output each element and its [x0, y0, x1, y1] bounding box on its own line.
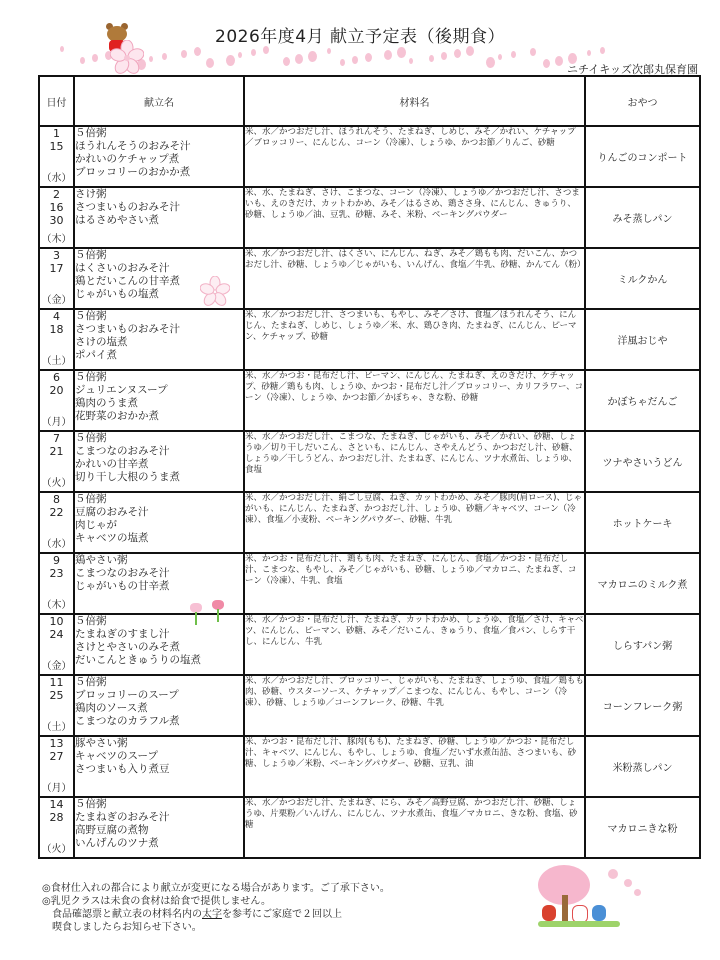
date-cell — [39, 248, 74, 309]
menu-item: いんげんのツナ煮 — [75, 837, 159, 849]
date-number: 6 — [53, 371, 60, 384]
menu-item: じゃがいもの塩煮 — [75, 288, 159, 300]
animal-illustration — [542, 905, 556, 921]
date-number: 8 — [53, 493, 60, 506]
snack-cell: かぼちゃだんご — [585, 370, 700, 431]
menu-table — [38, 75, 701, 859]
bold-text-marker: 太字 — [202, 909, 222, 920]
tulip-icon — [212, 600, 224, 624]
menu-item: さけとやさいのみそ煮 — [75, 641, 180, 653]
animal-illustration — [592, 905, 606, 921]
snack-cell: りんごのコンポート — [585, 126, 700, 187]
table-row — [39, 736, 700, 797]
ingredients-cell: 米、水、たまねぎ、さけ、こまつな、コーン（冷凍）、しょうゆ／かつおだし汁、さつまいも、えのきだけ、カットわかめ、みそ／はるさめ、鶏ささ身、にんじん、きゅうり、砂糖、しょうゆ／油、豆乳、砂糖、みそ、米粉、ベーキングパウダー — [244, 187, 585, 248]
date-number: 21 — [49, 445, 64, 458]
menu-item: さけ粥 — [75, 188, 107, 200]
menu-item: ５倍粥 — [75, 615, 107, 627]
menu-item: かれいの甘辛煮 — [75, 458, 149, 470]
date-cell — [39, 431, 74, 492]
table-row — [39, 126, 700, 187]
day-of-week: （土） — [41, 722, 72, 733]
snack-cell: 米粉蒸しパン — [585, 736, 700, 797]
day-of-week: （木） — [41, 600, 72, 611]
date-number: 28 — [49, 811, 64, 824]
day-of-week: （月） — [41, 783, 72, 794]
menu-item: はるさめやさい煮 — [75, 214, 159, 226]
menu-item: ブロッコリーのおかか煮 — [75, 166, 191, 178]
page-title: 2026年度4月 献立予定表（後期食） — [215, 27, 505, 47]
note-line: ◎乳児クラスは未食の食材は給食で提供しません。 — [42, 896, 272, 907]
menu-item: さつまいものおみそ汁 — [75, 323, 180, 335]
date-number: 25 — [49, 689, 64, 702]
menu-cell — [74, 370, 244, 431]
menu-item: ５倍粥 — [75, 127, 107, 139]
ingredients-cell: 米、水／かつお・昆布だし汁、ピーマン、にんじん、たまねぎ、えのきだけ、ケチャップ、砂糖／鶏もも肉、しょうゆ、かつお・昆布だし汁／ブロッコリー、カリフラワー、コーン（冷凍）、しょうゆ、かつお節／かぼちゃ、きな粉、砂糖 — [244, 370, 585, 431]
day-of-week: （金） — [41, 661, 72, 672]
menu-item: ほうれんそうのおみそ汁 — [75, 140, 191, 152]
date-number: 7 — [53, 432, 60, 445]
date-number: 15 — [49, 140, 64, 153]
table-row — [39, 614, 700, 675]
date-number: 1 — [53, 127, 60, 140]
date-cell — [39, 553, 74, 614]
menu-item: ５倍粥 — [75, 493, 107, 505]
date-number: 11 — [49, 676, 64, 689]
menu-item: 鶏やさい粥 — [75, 554, 128, 566]
date-number: 16 — [49, 201, 64, 214]
menu-item: キャベツの塩煮 — [75, 532, 149, 544]
menu-item: かれいのケチャップ煮 — [75, 153, 180, 165]
ingredients-cell: 米、水／かつおだし汁、さつまいも、もやし、みそ／さけ、食塩／ほうれんそう、にんじん、たまねぎ、しめじ、しょうゆ／米、水、鶏ひき肉、たまねぎ、にんじん、ピーマン、ケチャップ、砂糖 — [244, 309, 585, 370]
date-cell — [39, 675, 74, 736]
ingredients-cell: 米、水／かつおだし汁、ブロッコリー、じゃがいも、たまねぎ、しょうゆ、食塩／鶏もも肉、砂糖、ウスターソース、ケチャップ／こまつな、にんじん、もやし、コーン（冷凍）、砂糖、しょうゆ／コーンフレーク、砂糖、牛乳 — [244, 675, 585, 736]
date-number: 24 — [49, 628, 64, 641]
menu-item: 鶏とだいこんの甘辛煮 — [75, 275, 180, 287]
menu-item: キャベツのスープ — [75, 750, 158, 762]
date-number: 2 — [53, 188, 60, 201]
date-number: 10 — [49, 615, 64, 628]
menu-item: 豆腐のおみそ汁 — [75, 506, 149, 518]
day-of-week: （木） — [41, 234, 72, 245]
snack-cell: マカロニのミルク煮 — [585, 553, 700, 614]
menu-item: 鶏肉のうま煮 — [75, 397, 138, 409]
table-row — [39, 248, 700, 309]
ingredients-cell: 米、水／かつお・昆布だし汁、たまねぎ、カットわかめ、しょうゆ、食塩／さけ、キャベツ、にんじん、ピーマン、砂糖、みそ／だいこん、きゅうり、食塩／食パン、しらす干し、にんじん、牛乳 — [244, 614, 585, 675]
date-number: 23 — [49, 567, 64, 580]
ingredients-cell: 米、水／かつおだし汁、たまねぎ、にら、みそ／高野豆腐、かつおだし汁、砂糖、しょうゆ、片栗粉／いんげん、にんじん、ツナ水煮缶、食塩／マカロニ、きな粉、食塩、砂糖 — [244, 797, 585, 858]
menu-item: 花野菜のおかか煮 — [75, 410, 159, 422]
column-header-ingredients: 材料名 — [244, 76, 585, 126]
table-row — [39, 492, 700, 553]
snack-cell: コーンフレーク粥 — [585, 675, 700, 736]
date-number: 20 — [49, 384, 64, 397]
menu-item: ５倍粥 — [75, 798, 107, 810]
ingredients-cell: 米、水／かつおだし汁、はくさい、にんじん、ねぎ、みそ／鶏もも肉、だいこん、かつおだし汁、砂糖、しょうゆ／じゃがいも、いんげん、食塩／牛乳、砂糖、かんてん（粉） — [244, 248, 585, 309]
notes — [42, 882, 390, 934]
date-number: 18 — [49, 323, 64, 336]
table-row — [39, 187, 700, 248]
menu-item: ５倍粥 — [75, 676, 107, 688]
ingredients-cell: 米、水／かつおだし汁、ほうれんそう、たまねぎ、しめじ、みそ／かれい、ケチャップ／ブロッコリー、にんじん、コーン（冷凍）、しょうゆ、かつお節／りんご、砂糖 — [244, 126, 585, 187]
date-cell — [39, 126, 74, 187]
column-header-menu: 献立名 — [74, 76, 244, 126]
menu-item: ５倍粥 — [75, 310, 107, 322]
menu-cell — [74, 126, 244, 187]
day-of-week: （火） — [41, 478, 72, 489]
menu-item: ５倍粥 — [75, 249, 107, 261]
day-of-week: （火） — [41, 844, 72, 855]
snack-cell: みそ蒸しパン — [585, 187, 700, 248]
date-number: 3 — [53, 249, 60, 262]
day-of-week: （月） — [41, 417, 72, 428]
day-of-week: （土） — [41, 356, 72, 367]
snack-cell: 洋風おじや — [585, 309, 700, 370]
menu-item: 鶏肉のソース煮 — [75, 702, 148, 714]
menu-cell — [74, 309, 244, 370]
note-line: ◎食材仕入れの都合により献立が変更になる場合があります。ご了承下さい。 — [42, 883, 390, 894]
sakura-flower-icon — [200, 276, 230, 306]
school-name: ニチイキッズ次郎丸保育園 — [566, 63, 698, 76]
sakura-tree-illustration — [538, 865, 648, 935]
date-cell — [39, 309, 74, 370]
date-number: 22 — [49, 506, 64, 519]
menu-cell — [74, 736, 244, 797]
column-header-snack: おやつ — [585, 76, 700, 126]
tulip-icon — [190, 603, 202, 627]
menu-item: だいこんときゅうりの塩煮 — [75, 654, 201, 666]
menu-item: ポパイ煮 — [75, 349, 117, 361]
menu-item: さけの塩煮 — [75, 336, 128, 348]
ingredients-cell: 米、かつお・昆布だし汁、鶏もも肉、たまねぎ、にんじん、食塩／かつお・昆布だし汁、こまつな、もやし、みそ／じゃがいも、砂糖、しょうゆ／マカロニ、たまねぎ、コーン（冷凍）、牛乳、食塩 — [244, 553, 585, 614]
menu-item: 切り干し大根のうま煮 — [75, 471, 180, 483]
date-cell — [39, 797, 74, 858]
day-of-week: （水） — [41, 173, 72, 184]
table-row — [39, 309, 700, 370]
menu-item: ５倍粥 — [75, 432, 107, 444]
note-line: 食品確認票と献立表の材料名内の太字を参考にご家庭で２回以上 — [52, 909, 342, 920]
menu-item: たまねぎのおみそ汁 — [75, 811, 170, 823]
table-row — [39, 797, 700, 858]
menu-cell — [74, 797, 244, 858]
table-header-row — [39, 76, 700, 126]
table-row — [39, 553, 700, 614]
menu-cell — [74, 431, 244, 492]
date-cell — [39, 492, 74, 553]
date-number: 17 — [49, 262, 64, 275]
ingredients-cell: 米、水／かつおだし汁、絹ごし豆腐、ねぎ、カットわかめ、みそ／豚肉(肩ロース)、じゃがいも、にんじん、たまねぎ、かつおだし汁、しょうゆ、砂糖／キャベツ、コーン（冷凍）、食塩／小麦粉、ベーキングパウダー、砂糖、牛乳 — [244, 492, 585, 553]
snack-cell: マカロニきな粉 — [585, 797, 700, 858]
menu-item: さつまいも入り煮豆 — [75, 763, 170, 775]
table-row — [39, 370, 700, 431]
note-line: 喫食しましたらお知らせ下さい。 — [52, 922, 202, 933]
date-number: 4 — [53, 310, 60, 323]
date-number: 14 — [49, 798, 64, 811]
ingredients-cell: 米、水／かつおだし汁、こまつな、たまねぎ、じゃがいも、みそ／かれい、砂糖、しょうゆ／切り干しだいこん、さといも、にんじん、さやえんどう、かつおだし汁、砂糖、しょうゆ／干しうどん、かつおだし汁、たまねぎ、にんじん、ツナ水煮缶、しょうゆ、食塩 — [244, 431, 585, 492]
menu-item: じゃがいもの甘辛煮 — [75, 580, 170, 592]
date-number: 13 — [49, 737, 64, 750]
snack-cell: ツナやさいうどん — [585, 431, 700, 492]
date-number: 27 — [49, 750, 64, 763]
date-cell — [39, 187, 74, 248]
date-number: 30 — [49, 214, 64, 227]
day-of-week: （水） — [41, 539, 72, 550]
date-cell — [39, 370, 74, 431]
menu-item: こまつなのおみそ汁 — [75, 567, 170, 579]
snack-cell: しらすパン粥 — [585, 614, 700, 675]
snack-cell: ミルクかん — [585, 248, 700, 309]
snack-cell: ホットケーキ — [585, 492, 700, 553]
menu-item: こまつなのカラフル煮 — [75, 715, 180, 727]
menu-cell — [74, 675, 244, 736]
menu-item: ジュリエンヌスープ — [75, 384, 168, 396]
menu-item: 肉じゃが — [75, 519, 117, 531]
table-row — [39, 431, 700, 492]
menu-cell — [74, 492, 244, 553]
date-cell — [39, 614, 74, 675]
date-cell — [39, 736, 74, 797]
date-number: 9 — [53, 554, 60, 567]
menu-item: たまねぎのすまし汁 — [75, 628, 170, 640]
menu-item: ５倍粥 — [75, 371, 107, 383]
menu-item: 豚やさい粥 — [75, 737, 128, 749]
day-of-week: （金） — [41, 295, 72, 306]
menu-cell — [74, 187, 244, 248]
table-row — [39, 675, 700, 736]
column-header-date: 日付 — [39, 76, 74, 126]
menu-item: はくさいのおみそ汁 — [75, 262, 170, 274]
menu-item: ブロッコリーのスープ — [75, 689, 179, 701]
menu-item: 高野豆腐の煮物 — [75, 824, 149, 836]
ingredients-cell: 米、かつお・昆布だし汁、豚肉(もも)、たまねぎ、砂糖、しょうゆ／かつお・昆布だし汁、キャベツ、にんじん、もやし、しょうゆ、食塩／だいず水煮缶詰、さつまいも、砂糖、しょうゆ／米粉、ベーキングパウダー、砂糖、豆乳、油 — [244, 736, 585, 797]
menu-item: さつまいものおみそ汁 — [75, 201, 180, 213]
menu-item: こまつなのおみそ汁 — [75, 445, 170, 457]
